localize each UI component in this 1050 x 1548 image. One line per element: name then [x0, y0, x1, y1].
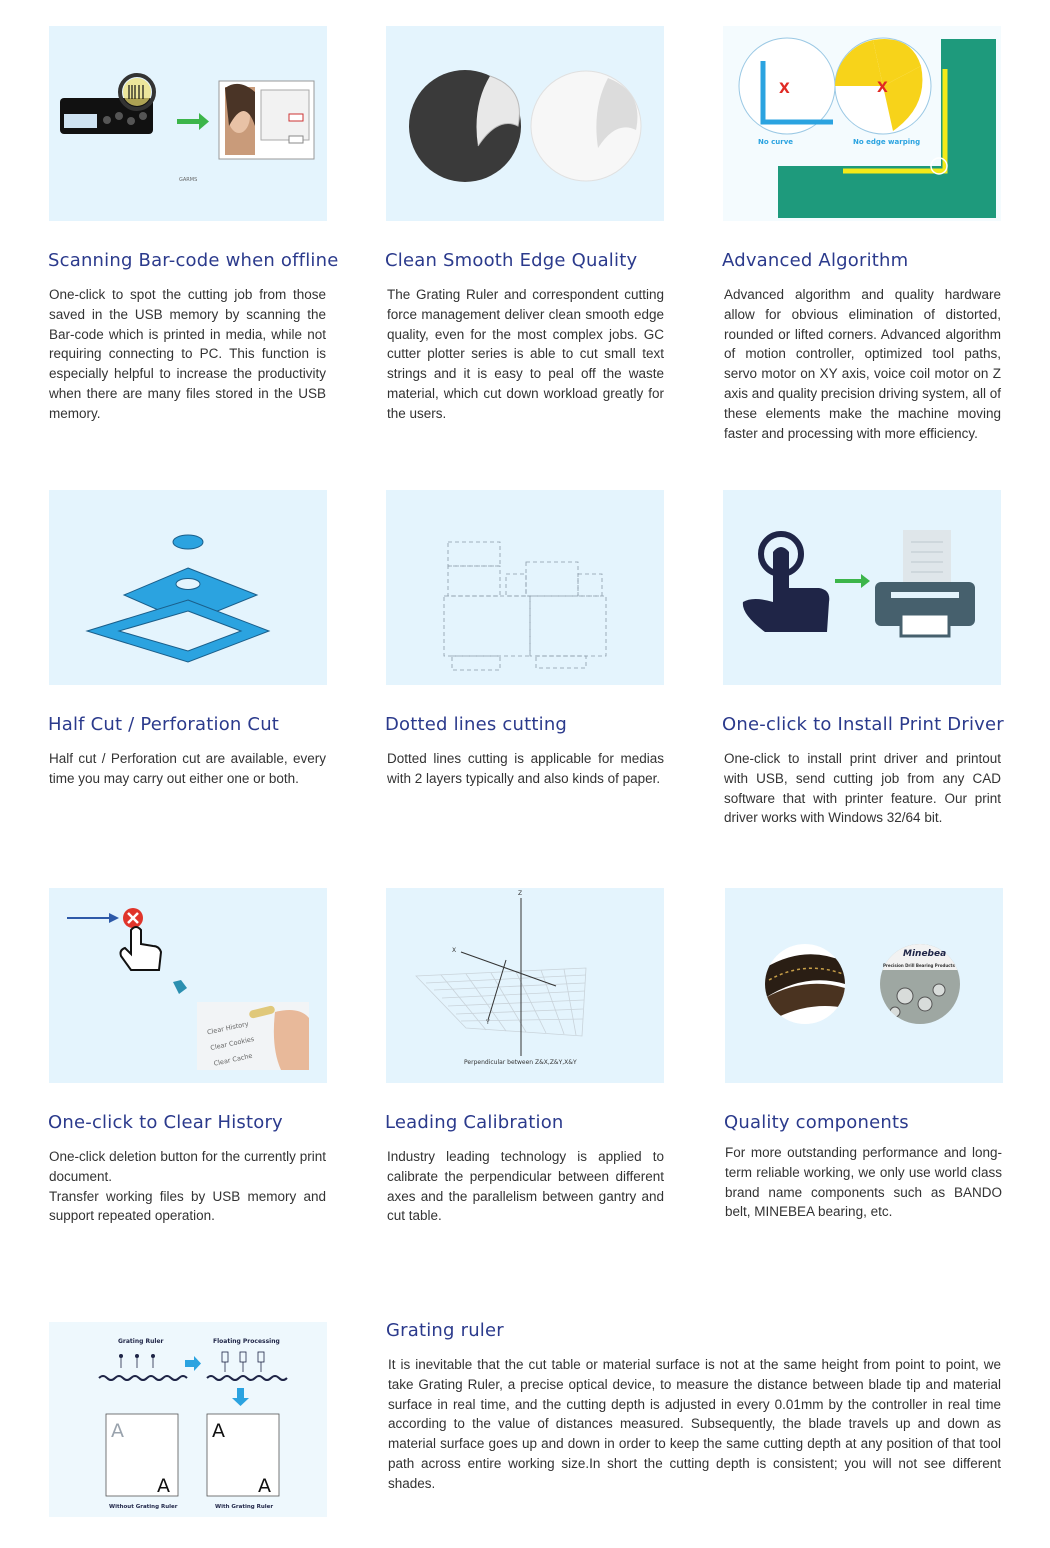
barcode-caption: GARMS [179, 177, 198, 183]
edge-quality-illustration [386, 26, 664, 221]
algorithm-mark-left: X [779, 81, 790, 97]
feature-desc: Advanced algorithm and quality hardware allow for obvious elimination of distorted, rounded or lifted corners. Advanced algorithm of motion controller, optimized tool paths, servo motor on XY axis, voice coil motor on Z axis and quality precision driving system, all of these elements make the machine moving faster and processing with more efficiency. [724, 287, 1001, 441]
grating-label-left: Grating Ruler [118, 1338, 164, 1345]
minebea-sub: Precision Drill Bearing Products [883, 963, 955, 968]
axis-z-label: Z [518, 890, 523, 897]
algorithm-illustration [723, 26, 1001, 221]
grating-letter: A [258, 1475, 271, 1497]
grating-letter: A [111, 1420, 124, 1442]
feature-desc: Half cut / Perforation cut are available, every time you may carry out either one or both. [49, 751, 326, 786]
clear-history-illustration [49, 888, 327, 1083]
calibration-caption: Perpendicular between Z&X,Z&Y,X&Y [464, 1059, 577, 1066]
feature-desc: Dotted lines cutting is applicable for medias with 2 layers typically and also kinds of paper. [387, 751, 664, 786]
axis-y-label: Y [486, 1019, 490, 1026]
feature-desc: One-click to spot the cutting job from those saved in the USB memory by scanning the Bar-code which is printed in media, while not requiring connecting to PC. This function is especially helpful to increase the productivity when there are many files stored in the USB memory. [49, 287, 326, 421]
feature-desc: For more outstanding performance and long-term reliable working, we only use world class brand name components such as BANDO belt, MINEBEA bearing, etc. [725, 1145, 1002, 1220]
grating-desc: It is inevitable that the cut table or material surface is not at the same height from point to point, we take Grating Ruler, a precise optical device, to measure the distance between blade tip and material surface in real time, and the cutting depth is adjusted in every 0.01mm by the controller in real time according to the value of distances measured. Subsequently, the blade travels up and down as material surface goes up and down in order to keep the same cutting depth at any position of that tool path across entire working size.In short the cutting depth is consistent; you will not see different shades. [388, 1357, 1001, 1491]
feature-desc: Industry leading technology is applied to calibrate the perpendicular between different axes and the parallelism between gantry and cut table. [387, 1149, 664, 1224]
grating-caption-right: With Grating Ruler [215, 1504, 274, 1510]
feature-title: Advanced Algorithm [722, 250, 909, 271]
half-cut-illustration [49, 490, 327, 685]
feature-title: Quality components [724, 1112, 909, 1133]
menu-clear-cache: Clear Cache [212, 1051, 254, 1068]
algorithm-label-right: No edge warping [853, 138, 921, 146]
minebea-brand: Minebea [903, 949, 947, 959]
feature-title: One-click to Install Print Driver [722, 714, 1004, 735]
menu-clear-cookies: Clear Cookies [209, 1034, 255, 1053]
feature-desc-line: Transfer working files by USB memory and support repeated operation. [49, 1188, 326, 1224]
feature-title: Dotted lines cutting [385, 714, 568, 735]
feature-title: Leading Calibration [385, 1112, 564, 1133]
components-illustration [725, 888, 1003, 1083]
grating-label-right: Floating Processing [213, 1338, 280, 1345]
grating-caption-left: Without Grating Ruler [109, 1504, 178, 1510]
grating-letter: A [157, 1475, 170, 1497]
menu-clear-history: Clear History [206, 1019, 250, 1037]
grating-title: Grating ruler [386, 1320, 504, 1341]
dotted-lines-illustration [386, 490, 664, 685]
feature-title: Half Cut / Perforation Cut [48, 714, 280, 735]
grating-letter: A [212, 1420, 225, 1442]
feature-desc: The Grating Ruler and correspondent cutting force management deliver clean smooth edge quality, even for the most complex jobs. GC cutter plotter series is able to cut small text strings and it is easy to peal off the waste material, which cut down workload greatly for the users. [387, 287, 664, 421]
feature-desc: One-click to install print driver and printout with USB, send cutting job from any CAD software that with printer feature. Our print driver works with Windows 32/64 bit. [724, 751, 1001, 826]
barcode-scan-illustration [49, 26, 327, 221]
feature-desc [49, 1147, 326, 1226]
calibration-illustration [386, 888, 664, 1083]
grating-ruler-illustration [49, 1322, 327, 1517]
feature-title: Clean Smooth Edge Quality [385, 250, 638, 271]
feature-title: One-click to Clear History [48, 1112, 283, 1133]
print-driver-illustration [723, 490, 1001, 685]
algorithm-mark-right: X [877, 80, 888, 96]
axis-x-label: X [452, 947, 457, 954]
feature-title: Scanning Bar-code when offline [48, 250, 339, 271]
feature-desc-line: One-click deletion button for the currently print document. [49, 1149, 326, 1184]
algorithm-label-left: No curve [758, 138, 793, 146]
